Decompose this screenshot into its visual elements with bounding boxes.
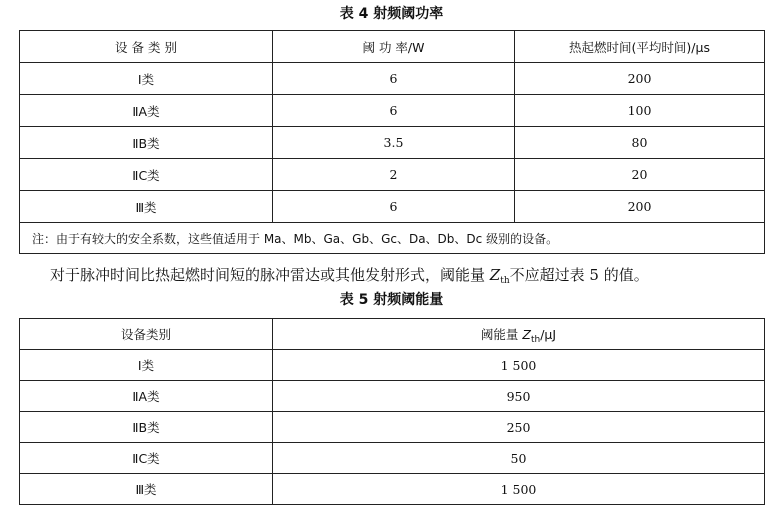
table5-rf-threshold-energy [19, 318, 765, 505]
table5-cell-energy: 1 500 [273, 474, 765, 505]
table-row [20, 95, 765, 127]
table5-header-category: 设备类别 [20, 319, 273, 350]
table5-header-energy-prefix: 阈能量 [480, 327, 523, 342]
table4-cell-category: ⅡC类 [20, 159, 273, 191]
table4-cell-category: Ⅰ类 [20, 63, 273, 95]
table4-caption: 表 4 射频阈功率 [339, 6, 444, 22]
table5-cell-category: Ⅲ类 [20, 474, 273, 505]
table-row [20, 381, 765, 412]
table-row [20, 63, 765, 95]
table5-header-energy [273, 319, 765, 350]
table4-cell-power: 6 [273, 63, 515, 95]
table5-header-row [20, 319, 765, 350]
table4-rf-threshold-power [19, 30, 765, 254]
table4-header-ignition-time: 热起燃时间(平均时间)/μs [515, 31, 765, 63]
table4-cell-time: 200 [515, 191, 765, 223]
table4-cell-category: Ⅲ类 [20, 191, 273, 223]
table-row [20, 159, 765, 191]
table5-cell-category: ⅡC类 [20, 443, 273, 474]
table4-cell-category: ⅡA类 [20, 95, 273, 127]
table-row [20, 412, 765, 443]
table-row [20, 443, 765, 474]
sentence-symbol: Z [489, 266, 501, 284]
table4-cell-category: ⅡB类 [20, 127, 273, 159]
sentence-text-after: 不应超过表 5 的值。 [509, 266, 649, 284]
table5-cell-category: ⅡB类 [20, 412, 273, 443]
table5-caption: 表 5 射频阈能量 [339, 292, 444, 308]
table5-cell-energy: 250 [273, 412, 765, 443]
table4-cell-time: 20 [515, 159, 765, 191]
table-row [20, 474, 765, 505]
table4-cell-power: 3.5 [273, 127, 515, 159]
table5-header-energy-unit: /μJ [540, 327, 557, 342]
sentence-text-before: 对于脉冲时间比热起燃时间短的脉冲雷达或其他发射形式，阈能量 [50, 266, 490, 284]
table4-cell-time: 200 [515, 63, 765, 95]
table4-cell-power: 6 [273, 191, 515, 223]
table-row [20, 191, 765, 223]
table5-cell-energy: 950 [273, 381, 765, 412]
table4-cell-time: 100 [515, 95, 765, 127]
table4-header-row [20, 31, 765, 63]
body-sentence [50, 265, 770, 288]
table4-cell-power: 6 [273, 95, 515, 127]
table4-note-row [20, 223, 765, 254]
table-row [20, 350, 765, 381]
table4-note: 注：由于有较大的安全系数，这些值适用于 Ma、Mb、Ga、Gb、Gc、Da、Db、Dc 级别的设备。 [20, 223, 765, 254]
table5-cell-energy: 50 [273, 443, 765, 474]
table4-cell-time: 80 [515, 127, 765, 159]
table-row [20, 127, 765, 159]
table4-header-power: 阈 功 率/W [273, 31, 515, 63]
table5-cell-energy: 1 500 [273, 350, 765, 381]
table5-cell-category: Ⅰ类 [20, 350, 273, 381]
sentence-subscript: th [500, 276, 510, 286]
table4-header-category: 设 备 类 别 [20, 31, 273, 63]
table5-cell-category: ⅡA类 [20, 381, 273, 412]
table5-header-energy-symbol: Z [522, 327, 531, 342]
table5-header-energy-subscript: th [530, 335, 541, 345]
table4-cell-power: 2 [273, 159, 515, 191]
